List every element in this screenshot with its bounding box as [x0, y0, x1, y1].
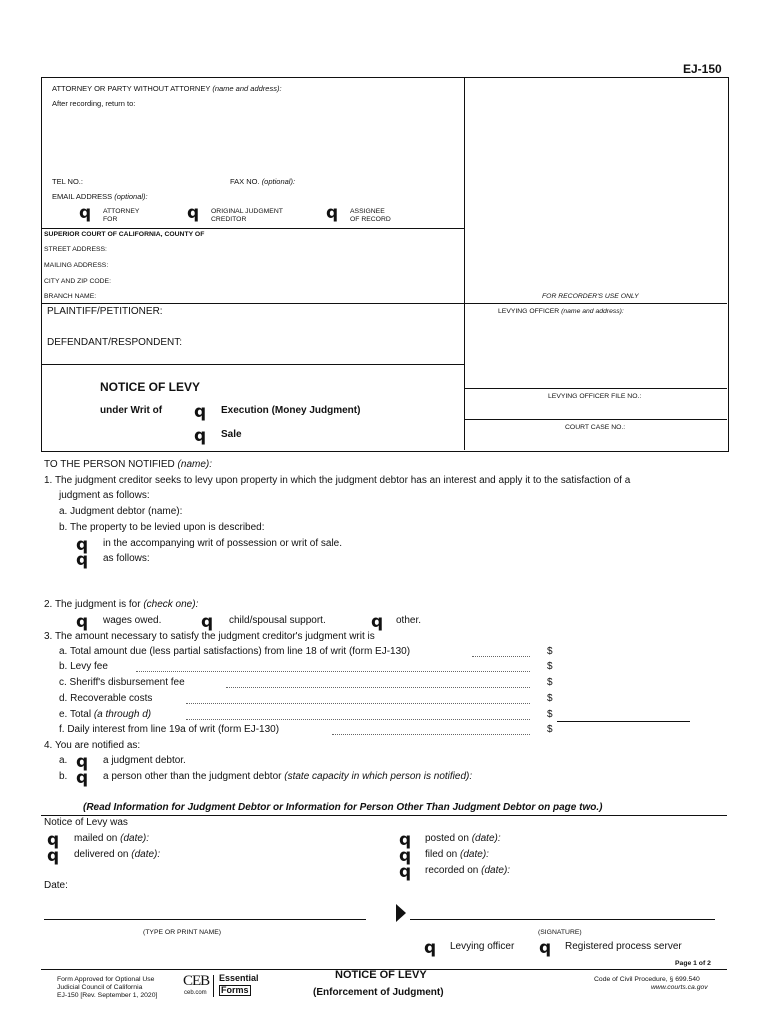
delivered-label: delivered on (date):	[74, 849, 161, 860]
other-label: other.	[396, 615, 422, 626]
posted-label: posted on (date):	[425, 833, 501, 844]
checkbox-icon[interactable]: q	[47, 846, 60, 866]
fax-label: FAX NO. (optional):	[230, 177, 296, 186]
defendant-label: DEFENDANT/RESPONDENT:	[47, 337, 183, 348]
filed-label: filed on (date):	[425, 849, 489, 860]
checkbox-icon[interactable]: q	[326, 203, 339, 223]
amount-label-a: a. Total amount due (less partial satisfactions) from line 18 of writ (form EJ-130)	[59, 646, 411, 657]
property-label: b. The property to be levied upon is described:	[59, 522, 265, 533]
mailing-label: MAILING ADDRESS:	[44, 262, 109, 269]
checkbox-icon[interactable]: q	[399, 846, 412, 866]
support-label: child/spousal support.	[229, 615, 326, 626]
after-recording-label: After recording, return to:	[52, 99, 136, 108]
levying-officer-label: LEVYING OFFICER (name and address):	[498, 308, 624, 315]
checkbox-icon[interactable]: q	[399, 830, 412, 850]
form-number: EJ-150	[683, 62, 722, 76]
amount-label-c: c. Sheriff's disbursement fee	[59, 677, 185, 688]
ceb-logo-sub: ceb.com	[184, 990, 207, 996]
original-creditor-label: ORIGINAL JUDGMENT CREDITOR	[211, 208, 283, 223]
amount-label-b: b. Levy fee	[59, 661, 108, 672]
plaintiff-label: PLAINTIFF/PETITIONER:	[47, 306, 163, 317]
read-info-note: (Read Information for Judgment Debtor or Information for Person Other Than Judgment Debtor on page two.)	[83, 802, 603, 813]
divider	[41, 303, 727, 304]
checkbox-icon[interactable]: q	[371, 612, 384, 632]
page-title: NOTICE OF LEVY	[100, 380, 201, 394]
process-server-option: Registered process server	[565, 941, 682, 952]
checkbox-icon[interactable]: q	[79, 203, 92, 223]
recorded-label: recorded on (date):	[425, 865, 511, 876]
under-writ-label: under Writ of	[100, 405, 163, 416]
leader-dots	[226, 687, 530, 688]
writ-option-label: in the accompanying writ of possession or writ of sale.	[103, 538, 342, 549]
essential-logo: Essential	[219, 973, 259, 983]
sale-label: Sale	[221, 429, 242, 440]
assignee-label: ASSIGNEE OF RECORD	[350, 208, 391, 223]
execution-label: Execution (Money Judgment)	[221, 405, 361, 416]
divider	[465, 419, 727, 420]
judgment-debtor-label: a. Judgment debtor (name):	[59, 506, 183, 517]
checkbox-icon[interactable]: q	[399, 862, 412, 882]
dollar-sign: $	[547, 693, 553, 704]
approved-text: Form Approved for Optional Use Judicial Council of California EJ-150 [Rev. September 1, 2020]	[57, 976, 158, 999]
to-person-label: TO THE PERSON NOTIFIED (name):	[44, 459, 212, 470]
case-no-label: COURT CASE NO.:	[565, 424, 626, 431]
attorney-for-label: ATTORNEY FOR	[103, 208, 140, 223]
item3-label: 3. The amount necessary to satisfy the judgment creditor's judgment writ is	[44, 631, 375, 642]
footer-subtitle: (Enforcement of Judgment)	[313, 987, 444, 998]
print-name-caption: (TYPE OR PRINT NAME)	[143, 929, 222, 936]
print-name-line[interactable]	[44, 919, 366, 920]
wages-label: wages owed.	[103, 615, 162, 626]
item4-label: 4. You are notified as:	[44, 740, 141, 751]
amount-label-f: f. Daily interest from line 19a of writ (form EJ-130)	[59, 724, 280, 735]
dollar-sign: $	[547, 677, 553, 688]
page-number: Page 1 of 2	[675, 960, 711, 967]
item4-a-marker: a.	[59, 755, 68, 766]
checkbox-icon[interactable]: q	[76, 752, 89, 772]
total-input-line[interactable]	[557, 721, 690, 722]
leader-dots	[186, 703, 530, 704]
checkbox-icon[interactable]: q	[194, 402, 207, 422]
dollar-sign: $	[547, 724, 553, 735]
dollar-sign: $	[547, 709, 553, 720]
street-label: STREET ADDRESS:	[44, 246, 107, 253]
amount-label-d: d. Recoverable costs	[59, 693, 153, 704]
checkbox-icon[interactable]: q	[187, 203, 200, 223]
leader-dots	[332, 734, 530, 735]
checkbox-icon[interactable]: q	[201, 612, 214, 632]
forms-logo: Forms	[221, 985, 249, 995]
amount-label-e: e. Total (a through d)	[59, 709, 152, 720]
court-label: SUPERIOR COURT OF CALIFORNIA, COUNTY OF	[44, 231, 205, 238]
checkbox-icon[interactable]: q	[539, 938, 552, 958]
dollar-sign: $	[547, 661, 553, 672]
date-label: Date:	[44, 880, 68, 891]
city-label: CITY AND ZIP CODE:	[44, 278, 111, 285]
divider	[41, 228, 465, 229]
judgment-debtor-option: a judgment debtor.	[103, 755, 186, 766]
checkbox-icon[interactable]: q	[424, 938, 437, 958]
recorder-label: FOR RECORDER'S USE ONLY	[542, 293, 639, 300]
item1-text: 1. The judgment creditor seeks to levy upon property in which the judgment debtor has an interest and apply it to the satisfaction of a	[44, 475, 631, 486]
item4-b-marker: b.	[59, 771, 68, 782]
checkbox-icon[interactable]: q	[76, 768, 89, 788]
header-divider-vertical	[464, 77, 465, 450]
levying-officer-option: Levying officer	[450, 941, 515, 952]
as-follows-label: as follows:	[103, 553, 150, 564]
arrow-icon	[396, 904, 408, 922]
other-person-option: a person other than the judgment debtor (state capacity in which person is notified):	[103, 771, 473, 782]
logo-divider	[213, 975, 214, 997]
file-no-label: LEVYING OFFICER FILE NO.:	[548, 393, 642, 400]
email-label: EMAIL ADDRESS (optional):	[52, 192, 148, 201]
leader-dots	[136, 671, 530, 672]
divider	[41, 815, 727, 816]
code-reference: Code of Civil Procedure, § 699.540	[594, 976, 700, 983]
checkbox-icon[interactable]: q	[76, 612, 89, 632]
divider	[41, 364, 465, 365]
leader-dots	[472, 656, 530, 657]
signature-caption: (SIGNATURE)	[538, 929, 582, 936]
mailed-label: mailed on (date):	[74, 833, 150, 844]
attorney-label: ATTORNEY OR PARTY WITHOUT ATTORNEY (name and address):	[52, 84, 282, 93]
checkbox-icon[interactable]: q	[76, 535, 89, 555]
dollar-sign: $	[547, 646, 553, 657]
tel-label: TEL NO.:	[52, 177, 83, 186]
item2-label: 2. The judgment is for (check one):	[44, 599, 199, 610]
signature-line[interactable]	[410, 919, 715, 920]
item1-text-cont: judgment as follows:	[59, 490, 150, 501]
branch-label: BRANCH NAME:	[44, 293, 97, 300]
notice-was-label: Notice of Levy was	[44, 817, 128, 828]
footer-title: NOTICE OF LEVY	[335, 969, 427, 981]
ceb-logo: CEB	[183, 973, 210, 989]
leader-dots	[186, 719, 530, 720]
courts-url[interactable]: www.courts.ca.gov	[651, 984, 708, 991]
checkbox-icon[interactable]: q	[194, 426, 207, 446]
divider	[465, 388, 727, 389]
checkbox-icon[interactable]: q	[76, 550, 89, 570]
checkbox-icon[interactable]: q	[47, 830, 60, 850]
